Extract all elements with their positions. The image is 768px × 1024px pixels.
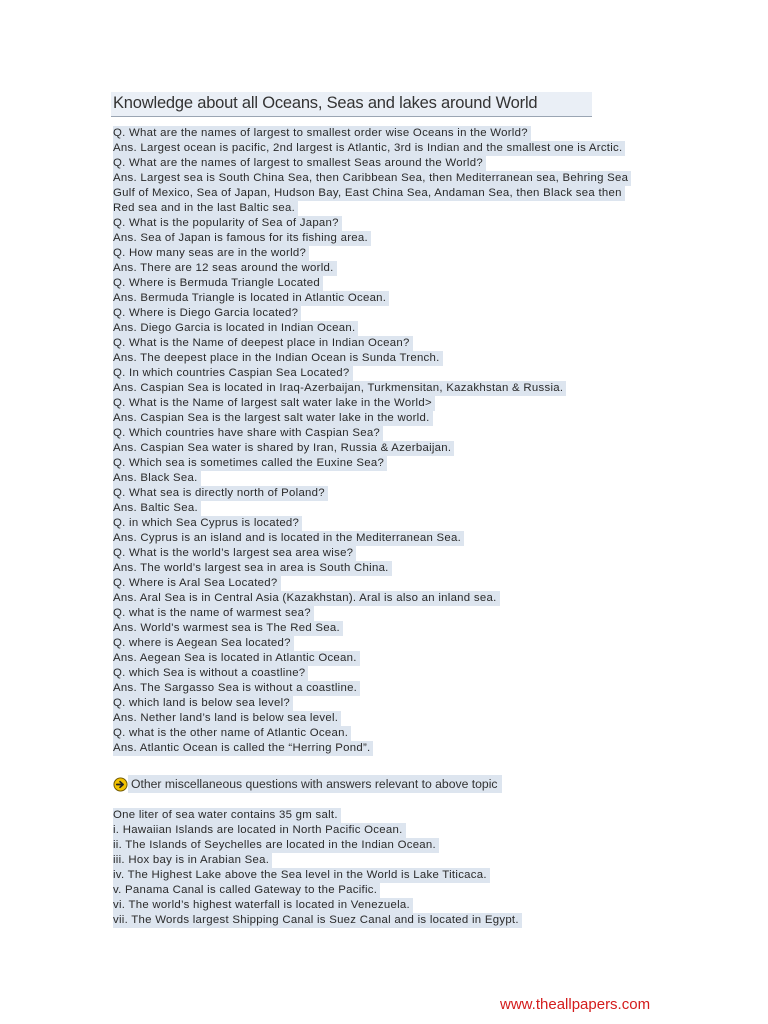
- misc-fact-line: iv. The Highest Lake above the Sea level in the World is Lake Titicaca.: [113, 868, 490, 883]
- qa-line: Q. Where is Bermuda Triangle Located: [113, 276, 323, 291]
- misc-fact-line: i. Hawaiian Islands are located in North Pacific Ocean.: [113, 823, 406, 838]
- qa-line: Ans. Caspian Sea is located in Iraq-Azerbaijan, Turkmensitan, Kazakhstan & Russia.: [113, 381, 566, 396]
- qa-line: Q. which land is below sea level?: [113, 696, 293, 711]
- qa-line: Gulf of Mexico, Sea of Japan, Hudson Bay, East China Sea, Andaman Sea, then Black sea then: [113, 186, 625, 201]
- qa-line: Q. Where is Diego Garcia located?: [113, 306, 301, 321]
- qa-line: Q. What are the names of largest to smallest order wise Oceans in the World?: [113, 126, 531, 141]
- qa-line: Ans. The Sargasso Sea is without a coastline.: [113, 681, 360, 696]
- misc-fact-line: vi. The world’s highest waterfall is located in Venezuela.: [113, 898, 413, 913]
- misc-heading: [113, 775, 502, 793]
- qa-line: Q. What is the world’s largest sea area wise?: [113, 546, 356, 561]
- qa-line: Ans. Cyprus is an island and is located in the Mediterranean Sea.: [113, 531, 464, 546]
- footer-website-link[interactable]: www.theallpapers.com: [500, 996, 651, 1013]
- qa-line: Q. What sea is directly north of Poland?: [113, 486, 328, 501]
- qa-line: Ans. Largest sea is South China Sea, then Caribbean Sea, then Mediterranean sea, Behring Sea: [113, 171, 631, 186]
- misc-fact-line: v. Panama Canal is called Gateway to the Pacific.: [113, 883, 380, 898]
- misc-fact-line: ii. The Islands of Seychelles are located in the Indian Ocean.: [113, 838, 439, 853]
- misc-fact-line: iii. Hox bay is in Arabian Sea.: [113, 853, 272, 868]
- qa-line: Q. What is the popularity of Sea of Japan?: [113, 216, 342, 231]
- qa-line: Ans. Nether land’s land is below sea level.: [113, 711, 341, 726]
- qa-line: Q. in which Sea Cyprus is located?: [113, 516, 302, 531]
- qa-line: Ans. Diego Garcia is located in Indian Ocean.: [113, 321, 358, 336]
- qa-line: Q. Where is Aral Sea Located?: [113, 576, 281, 591]
- qa-line: Q. Which countries have share with Caspian Sea?: [113, 426, 383, 441]
- qa-line: Ans. Atlantic Ocean is called the “Herring Pond”.: [113, 741, 373, 756]
- misc-heading-label: Other miscellaneous questions with answers relevant to above topic: [128, 775, 502, 793]
- qa-line: Q. How many seas are in the world?: [113, 246, 309, 261]
- misc-fact-line: One liter of sea water contains 35 gm salt.: [113, 808, 341, 823]
- qa-line: Q. In which countries Caspian Sea Located?: [113, 366, 353, 381]
- qa-line: Q. Which sea is sometimes called the Euxine Sea?: [113, 456, 387, 471]
- qa-line: Ans. Aegean Sea is located in Atlantic Ocean.: [113, 651, 360, 666]
- qa-line: Q. what is the other name of Atlantic Ocean.: [113, 726, 351, 741]
- qa-line: Red sea and in the last Baltic sea.: [113, 201, 298, 216]
- qa-line: Ans. World's warmest sea is The Red Sea.: [113, 621, 343, 636]
- arrow-right-circle-icon: [113, 777, 128, 792]
- qa-line: Ans. Sea of Japan is famous for its fishing area.: [113, 231, 371, 246]
- qa-line: Q. where is Aegean Sea located?: [113, 636, 294, 651]
- qa-list: [113, 126, 713, 756]
- qa-line: Ans. There are 12 seas around the world.: [113, 261, 337, 276]
- qa-line: Ans. The deepest place in the Indian Ocean is Sunda Trench.: [113, 351, 443, 366]
- qa-line: Ans. Bermuda Triangle is located in Atlantic Ocean.: [113, 291, 389, 306]
- qa-line: Ans. Caspian Sea is the largest salt water lake in the world.: [113, 411, 433, 426]
- qa-line: Q. What are the names of largest to smallest Seas around the World?: [113, 156, 486, 171]
- qa-line: Ans. Caspian Sea water is shared by Iran, Russia & Azerbaijan.: [113, 441, 454, 456]
- misc-fact-line: vii. The Words largest Shipping Canal is Suez Canal and is located in Egypt.: [113, 913, 522, 928]
- qa-line: Q. What is the Name of largest salt water lake in the World>: [113, 396, 435, 411]
- qa-line: Q. What is the Name of deepest place in Indian Ocean?: [113, 336, 413, 351]
- qa-line: Ans. Black Sea.: [113, 471, 201, 486]
- page-title: Knowledge about all Oceans, Seas and lakes around World: [111, 92, 592, 117]
- qa-line: Q. what is the name of warmest sea?: [113, 606, 314, 621]
- qa-line: Q. which Sea is without a coastline?: [113, 666, 308, 681]
- qa-line: Ans. The world’s largest sea in area is South China.: [113, 561, 392, 576]
- qa-line: Ans. Largest ocean is pacific, 2nd largest is Atlantic, 3rd is Indian and the smallest one is Arctic.: [113, 141, 625, 156]
- qa-line: Ans. Baltic Sea.: [113, 501, 201, 516]
- qa-line: Ans. Aral Sea is in Central Asia (Kazakhstan). Aral is also an inland sea.: [113, 591, 500, 606]
- misc-list: [113, 808, 713, 928]
